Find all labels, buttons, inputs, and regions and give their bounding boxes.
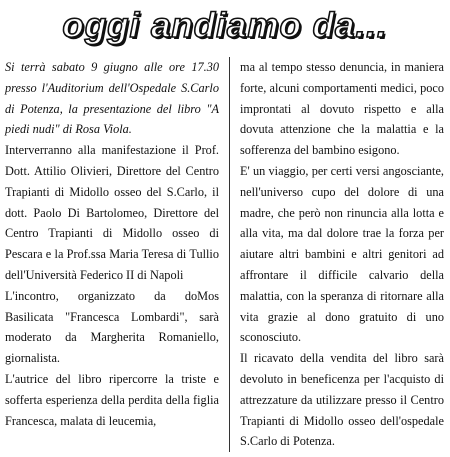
paragraph-denunciation: ma al tempo stesso denuncia, in maniera forte, alcuni comportamenti medici, poco improntati al dovuto rispetto e alla dovuta attenzione che la malattia e la sofferenza del bambino esigono.	[240, 60, 444, 158]
headline: oggi andiamo da...	[62, 6, 388, 45]
lead-paragraph: Si terrà sabato 9 giugno alle ore 17.30 presso l'Auditorium dell'Ospedale S.Carlo di Potenza, la presentazione del libro "A piedi nudi" di Rosa Viola.	[5, 60, 219, 137]
paragraph-author: L'autrice del libro ripercorre la triste e sofferta esperienza della perdita della figlia Francesca, malata di leucemia,	[5, 371, 219, 428]
right-column	[240, 57, 444, 452]
paragraph-charity: Il ricavato della vendita del libro sarà devoluto in beneficenza per l'acquisto di attrezzature da utilizzare presso il Centro Trapianti di Midollo osseo dell'ospedale S.Carlo di Potenza.	[240, 351, 444, 449]
paragraph-organizer: L'incontro, organizzato da doMos Basilicata "Francesca Lombardi", sarà moderato da Margherita Romaniello, giornalista.	[5, 288, 219, 366]
left-column	[5, 57, 219, 431]
paragraph-journey: E' un viaggio, per certi versi angosciante, nell'universo cupo del dolore di una madre, che però non rinuncia alla lotta e alla vita, ma dal dolore trae la forza per aiutare altri bambini e altri genitori ad affrontare il difficile calvario della malattia, con la speranza di ritornare alla vita grazie al dono gratuito di uno sconosciuto.	[240, 163, 444, 345]
paragraph-speakers: Interverranno alla manifestazione il Prof. Dott. Attilio Olivieri, Direttore del Centro Trapianti di Midollo osseo del S.Carlo, il dott. Paolo Di Bartolomeo, Direttore del Centro Trapianti di Midollo osseo di Pescara e la Prof.ssa Maria Teresa di Tullio dell'Università Federico II di Napoli	[5, 143, 219, 282]
column-divider	[229, 57, 230, 452]
